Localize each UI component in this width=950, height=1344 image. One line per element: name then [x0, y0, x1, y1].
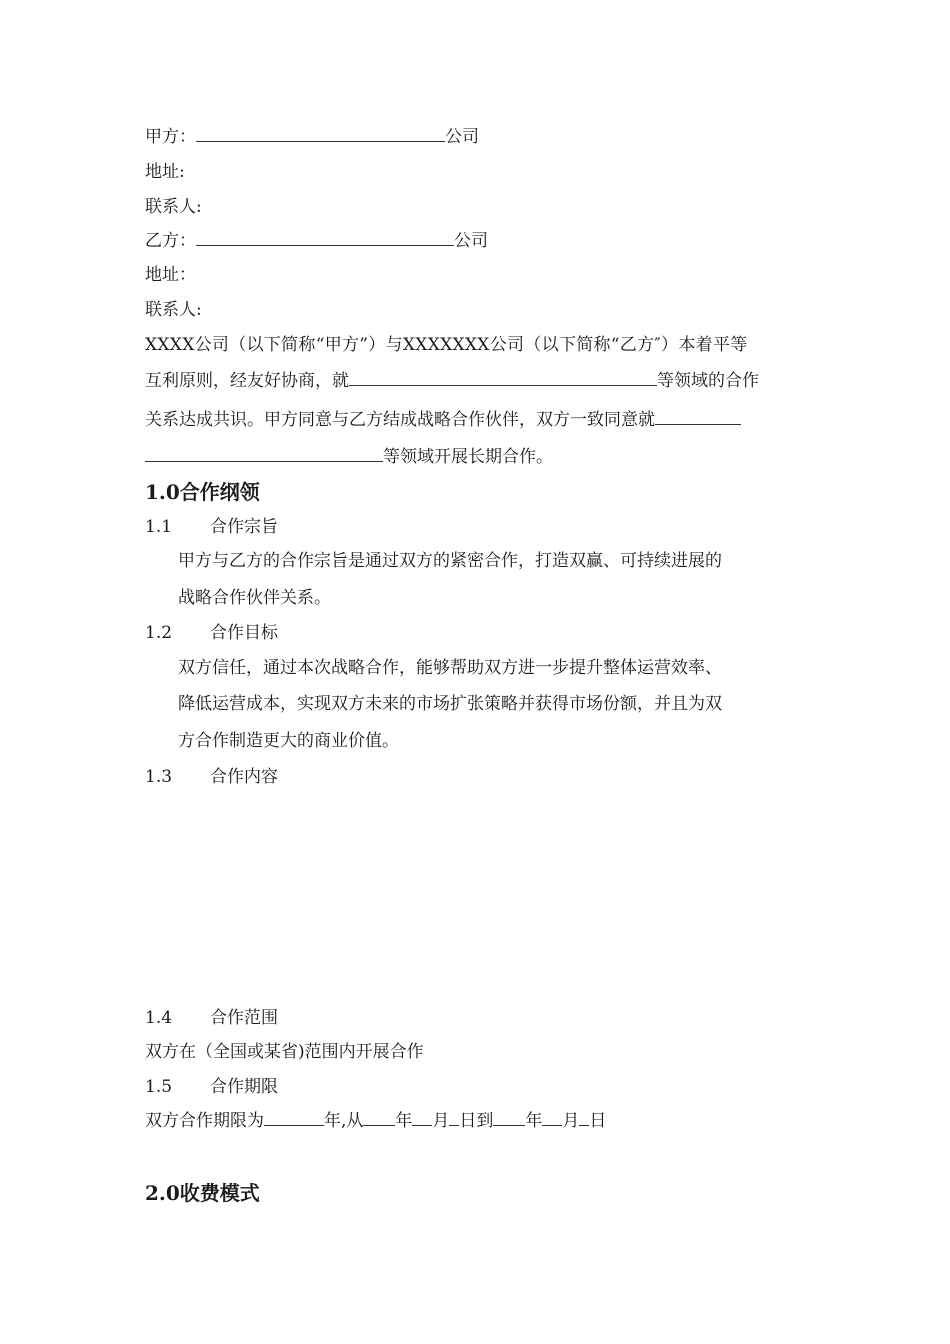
subsection-1-4-body: 双方在（全国或某省)范围内开展合作	[145, 1042, 424, 1062]
term-line	[145, 1111, 606, 1131]
term-text-8: 日	[589, 1111, 607, 1131]
section-1-title: 1.0合作纲领	[145, 480, 260, 504]
subsection-1-2-title: 合作目标	[210, 623, 278, 643]
term-text-6: 年	[525, 1111, 543, 1131]
term-text-2: 年,从	[324, 1111, 364, 1131]
intro-line-3	[145, 402, 741, 438]
intro-line-2-prefix: 互利原则，经友好协商，就	[145, 371, 349, 391]
intro-line-4	[145, 439, 553, 475]
term-text-5: 日到	[459, 1111, 494, 1131]
intro-line-3-text: 关系达成共识。甲方同意与乙方结成战略合作伙伴，双方一致同意就	[145, 410, 655, 430]
start-year-blank	[363, 1111, 395, 1126]
term-text-4: 月	[432, 1111, 450, 1131]
subsection-1-1-title: 合作宗旨	[210, 517, 278, 537]
party-b-label: 乙方：	[145, 231, 196, 251]
subsection-1-1-number: 1.1	[145, 517, 173, 537]
subsection-1-2	[145, 623, 278, 643]
start-day-blank	[449, 1111, 459, 1126]
party-b-address: 地址：	[145, 265, 196, 285]
subsection-1-2-body-line-2: 降低运营成本，实现双方未来的市场扩张策略并获得市场份额，并且为双	[178, 694, 722, 714]
party-b-name-blank	[196, 231, 454, 246]
subsection-1-5-number: 1.5	[145, 1077, 173, 1097]
subsection-1-2-number: 1.2	[145, 623, 173, 643]
party-a-line	[145, 127, 479, 147]
subsection-1-4-number: 1.4	[145, 1008, 173, 1028]
intro-field-blank-2b	[145, 447, 383, 462]
term-years-blank	[264, 1111, 324, 1126]
subsection-1-3-title: 合作内容	[210, 767, 278, 787]
party-a-name-blank	[196, 127, 445, 142]
intro-line-2-suffix: 等领域的合作	[657, 371, 759, 391]
subsection-1-5-title: 合作期限	[210, 1077, 278, 1097]
start-month-blank	[412, 1111, 432, 1126]
intro-line-1: XXXX公司（以下简称“甲方”）与XXXXXXX公司（以下简称“乙方″）本着平等	[145, 335, 748, 355]
intro-line-2	[145, 363, 759, 399]
term-text-7: 月	[562, 1111, 580, 1131]
subsection-1-4-title: 合作范围	[210, 1008, 278, 1028]
subsection-1-1-body-line-1: 甲方与乙方的合作宗旨是通过双方的紧密合作，打造双赢、可持续进展的	[178, 551, 722, 571]
section-2-title: 2.0收费模式	[145, 1181, 260, 1205]
term-text-3: 年	[395, 1111, 413, 1131]
term-text-1: 双方合作期限为	[145, 1111, 264, 1131]
subsection-1-2-body-line-3: 方合作制造更大的商业价值。	[178, 731, 399, 751]
subsection-1-4	[145, 1008, 278, 1028]
party-a-contact: 联系人:	[145, 197, 202, 217]
intro-field-blank	[349, 371, 657, 386]
party-a-suffix: 公司	[445, 127, 479, 147]
subsection-1-3-number: 1.3	[145, 767, 173, 787]
subsection-1-2-body-line-1: 双方信任，通过本次战略合作，能够帮助双方进一步提升整体运营效率、	[178, 658, 722, 678]
party-b-suffix: 公司	[454, 231, 488, 251]
intro-line-4-suffix: 等领域开展长期合作。	[383, 447, 553, 467]
end-month-blank	[542, 1111, 562, 1126]
end-year-blank	[493, 1111, 525, 1126]
subsection-1-3	[145, 767, 278, 787]
party-a-label: 甲方：	[145, 127, 196, 147]
subsection-1-1	[145, 517, 278, 537]
end-day-blank	[579, 1111, 589, 1126]
intro-field-blank-2a	[655, 410, 741, 425]
subsection-1-1-body-line-2: 战略合作伙伴关系。	[178, 588, 331, 608]
party-b-contact: 联系人:	[145, 300, 202, 320]
party-a-address: 地址:	[145, 162, 185, 182]
subsection-1-5	[145, 1077, 278, 1097]
party-b-line	[145, 231, 488, 251]
